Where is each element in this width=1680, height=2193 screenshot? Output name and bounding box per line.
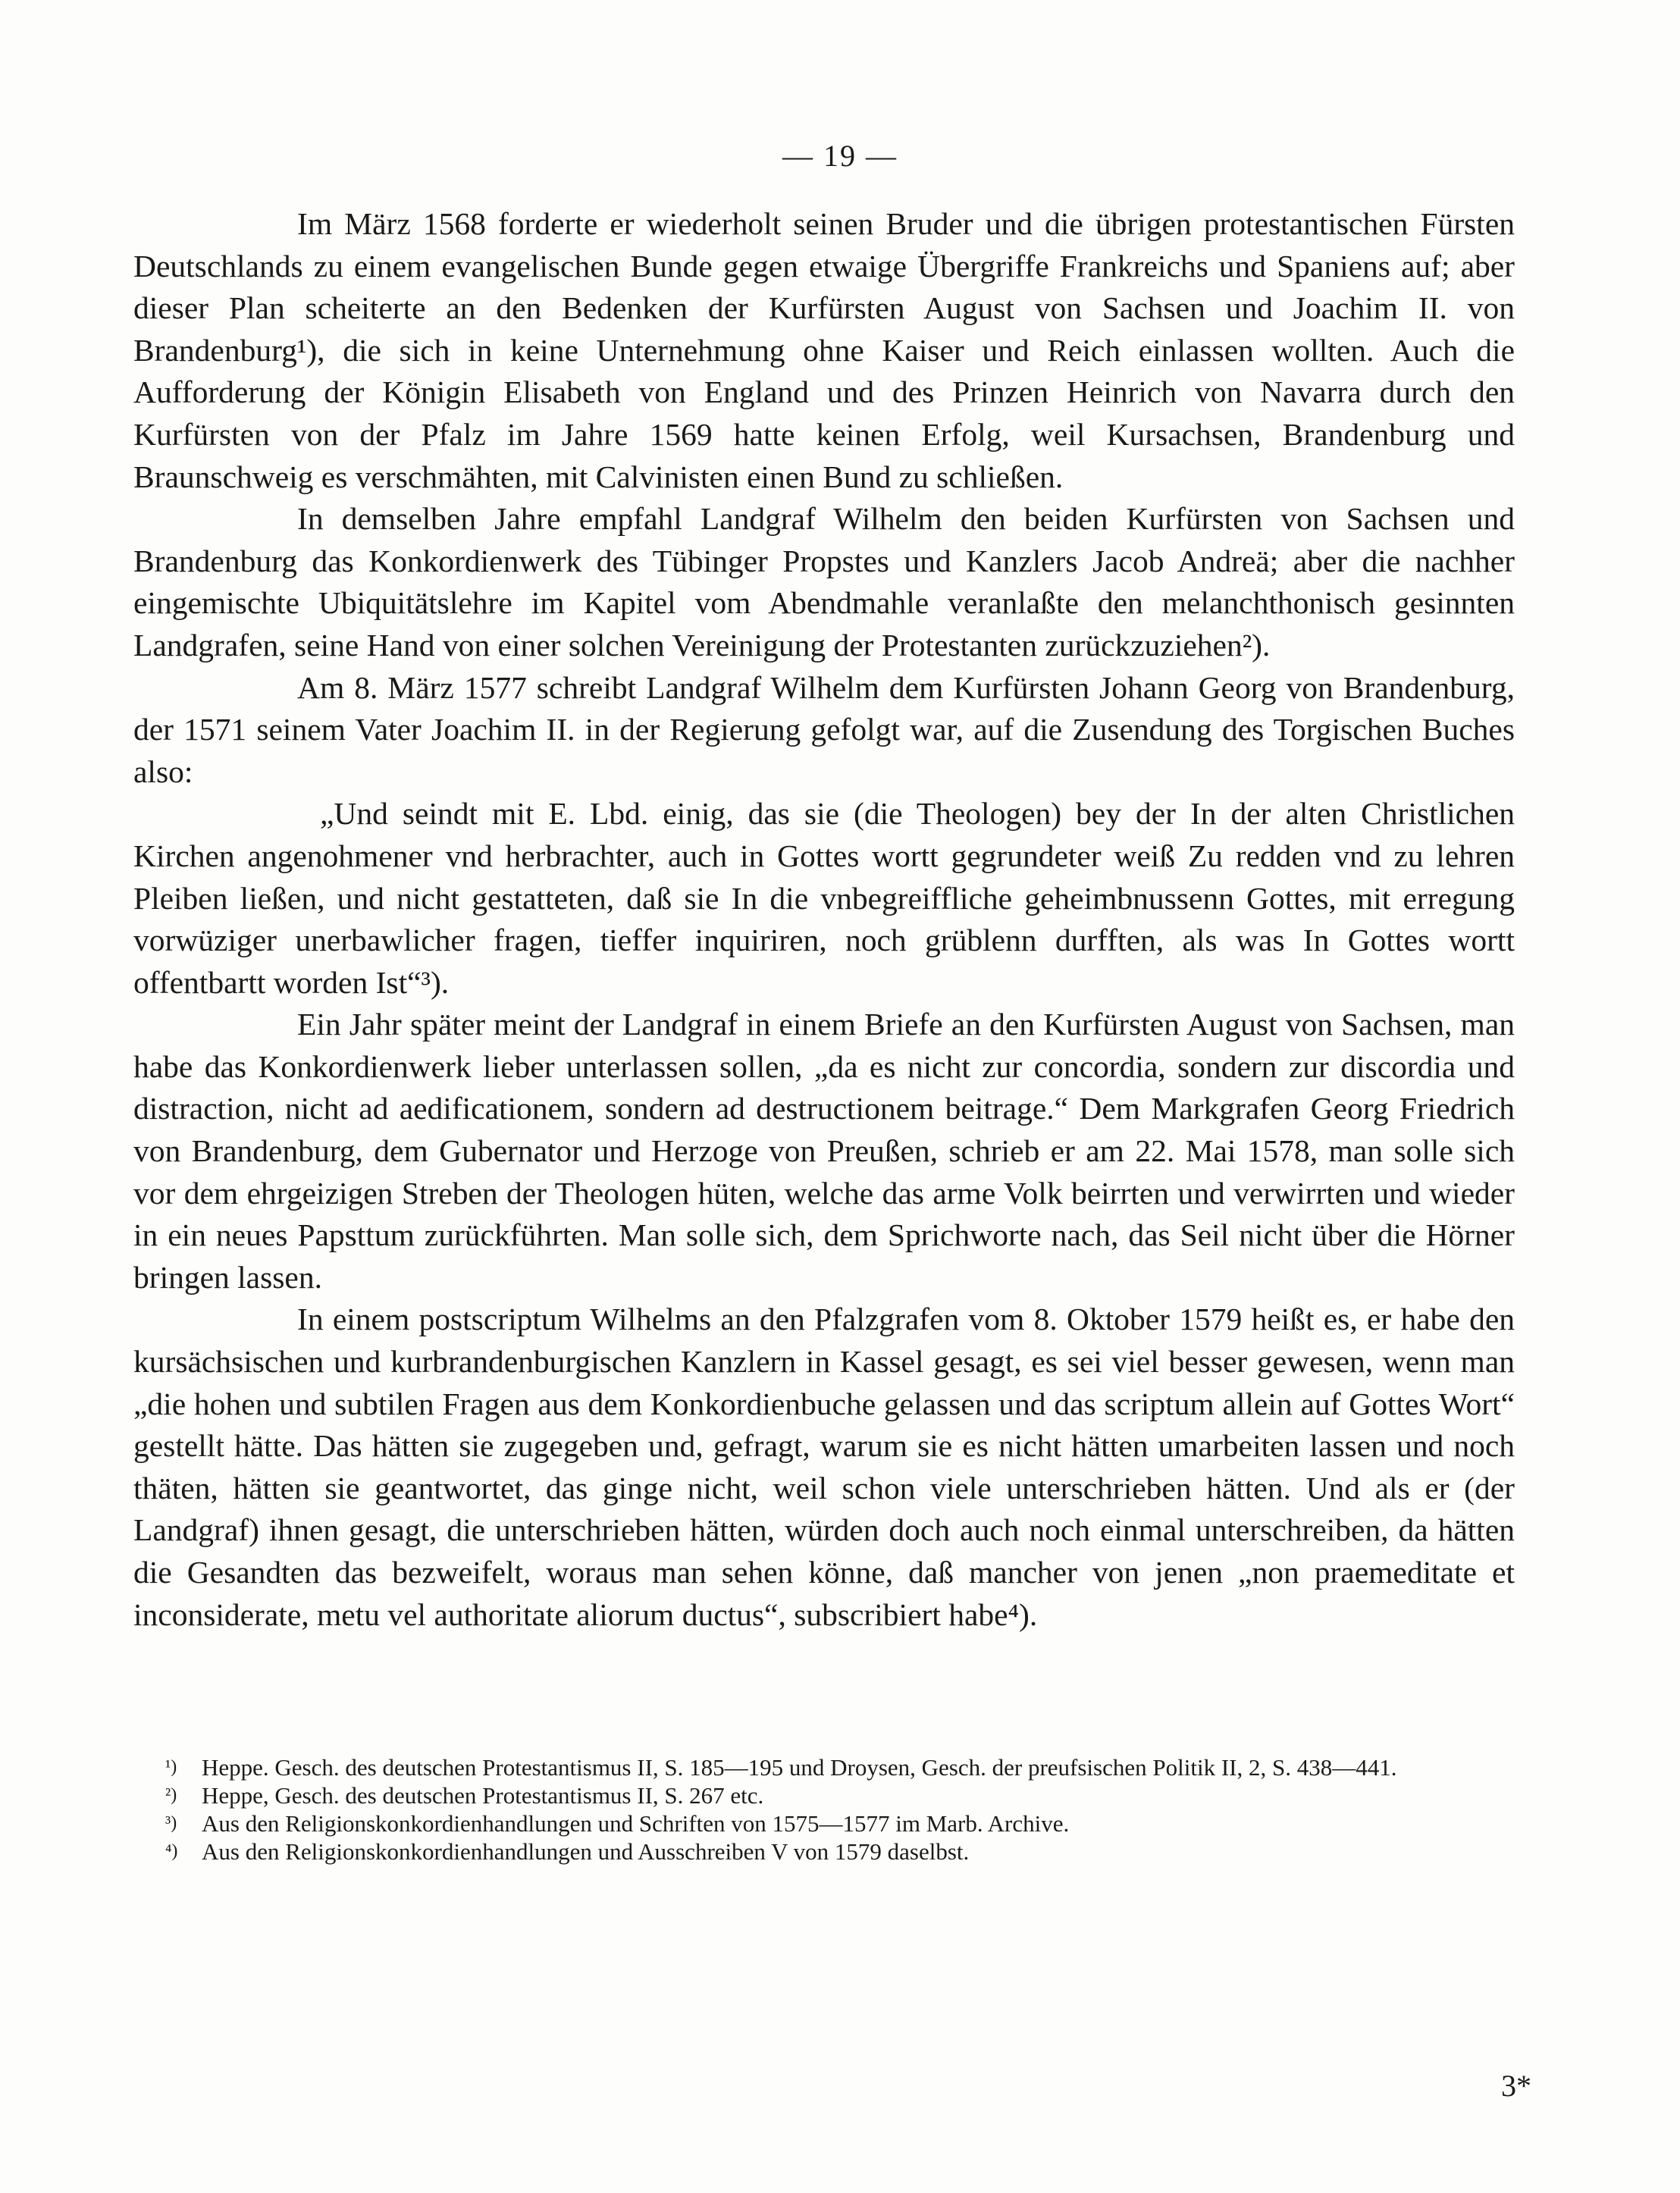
paragraph: Im März 1568 forderte er wiederholt seinen Bruder und die übrigen protestantischen Fürsten Deutschlands zu einem evangelischen Bunde gegen etwaige Übergriffe Frankreichs und Spaniens auf; aber dieser Plan scheiterte an den Bedenken der Kurfürsten August von Sachsen und Joachim II. von Brandenburg¹), die sich in keine Unternehmung ohne Kaiser und Reich einlassen wollten. Auch die Aufforderung der Königin Elisabeth von England und des Prinzen Heinrich von Navarra durch den Kurfürsten von der Pfalz im Jahre 1569 hatte keinen Erfolg, weil Kursachsen, Brandenburg und Braunschweig es verschmähten, mit Calvinisten einen Bund zu schließen. [133,206,1515,494]
quote-paragraph: „Und seindt mit E. Lbd. einig, das sie (die Theologen) bey der In der alten Christlichen Kirchen angenohmener vnd herbrachter, auch in Gottes wortt gegrundeter weiß Zu redden vnd zu lehren Pleiben ließen, und nicht gestatteten, daß sie In die vnbegreiffliche geheimbnussenn Gottes, mit erregung vorwüziger unerbawlicher fragen, tieffer inquiriren, noch grüblenn durfften, als was In Gottes wortt offentbartt worden Ist“³). [133,796,1515,1000]
signature-mark: 3* [1501,2069,1531,2103]
paragraph: Am 8. März 1577 schreibt Landgraf Wilhelm dem Kurfürsten Johann Georg von Brandenburg, der 1571 seinem Vater Joachim II. in der Regierung gefolgt war, auf die Zusendung des Torgischen Buches also: [133,669,1515,789]
paragraph: In einem postscriptum Wilhelms an den Pfalzgrafen vom 8. Oktober 1579 heißt es, er habe den kursächsischen und kurbrandenburgischen Kanzlern in Kassel gesagt, es sei viel besser gewesen, wenn man „die hohen und subtilen Fragen aus dem Konkordienbuche gelassen und das scriptum allein auf Gottes Wort“ gestellt hätte. Das hätten sie zugegeben und, gefragt, warum sie es nicht hätten umarbeiten lassen und noch thäten, hätten sie geantwortet, das ginge nicht, weil schon viele unterschrieben hätten. Und als er (der Landgraf) ihnen gesagt, die unterschrieben hätten, würden doch auch noch einmal unterschreiben, da hätten die Gesandten das bezweifelt, woraus man sehen könne, daß mancher von jenen „non praemeditate et inconsiderate, metu vel authoritate aliorum ductus“, subscribiert habe⁴). [133,1302,1515,1632]
footnote [165,1809,1515,1837]
paragraph: In demselben Jahre empfahl Landgraf Wilhelm den beiden Kurfürsten von Sachsen und Brandenburg das Konkordienwerk des Tübinger Propstes und Kanzlers Jacob Andreä; aber die nachher eingemischte Ubiquitätslehre im Kapitel vom Abendmahle veranlaßte den melanchthonisch gesinnten Landgrafen, seine Hand von einer solchen Vereinigung der Protestanten zurückzuziehen²). [133,501,1515,663]
footnote-mark: ⁴) [165,1841,178,1861]
footnote-text: Aus den Religionskonkordienhandlungen und Schriften von 1575—1577 im Marb. Archive. [202,1810,1070,1837]
footnote-text: Aus den Religionskonkordienhandlungen und Ausschreiben V von 1579 daselbst. [202,1838,970,1865]
footnote [165,1753,1515,1781]
footnote-mark: ¹) [165,1757,177,1777]
footnote-mark: ²) [165,1785,177,1805]
footnotes [165,1753,1515,1866]
footnote [165,1837,1515,1866]
footnote [165,1781,1515,1809]
page-number: — 19 — [782,139,898,173]
footnote-text: Heppe. Gesch. des deutschen Protestantismus II, S. 185—195 und Droysen, Gesch. der preufsischen Politik II, 2, S. 438—441. [202,1754,1397,1781]
body-text [133,203,1515,1636]
footnote-mark: ³) [165,1813,177,1833]
paragraph: Ein Jahr später meint der Landgraf in einem Briefe an den Kurfürsten August von Sachsen, man habe das Konkordienwerk lieber unterlassen sollen, „da es nicht zur concordia, sondern zur discordia und distraction, nicht ad aedificationem, sondern ad destructionem beitrage.“ Dem Markgrafen Georg Friedrich von Brandenburg, dem Gubernator und Herzoge von Preußen, schrieb er am 22. Mai 1578, man solle sich vor dem ehrgeizigen Streben der Theologen hüten, welche das arme Volk beirrten und verwirrten und wieder in ein neues Papsttum zurückführten. Man solle sich, dem Sprichworte nach, das Seil nicht über die Hörner bringen lassen. [133,1007,1515,1295]
footnote-text: Heppe, Gesch. des deutschen Protestantismus II, S. 267 etc. [202,1782,764,1809]
